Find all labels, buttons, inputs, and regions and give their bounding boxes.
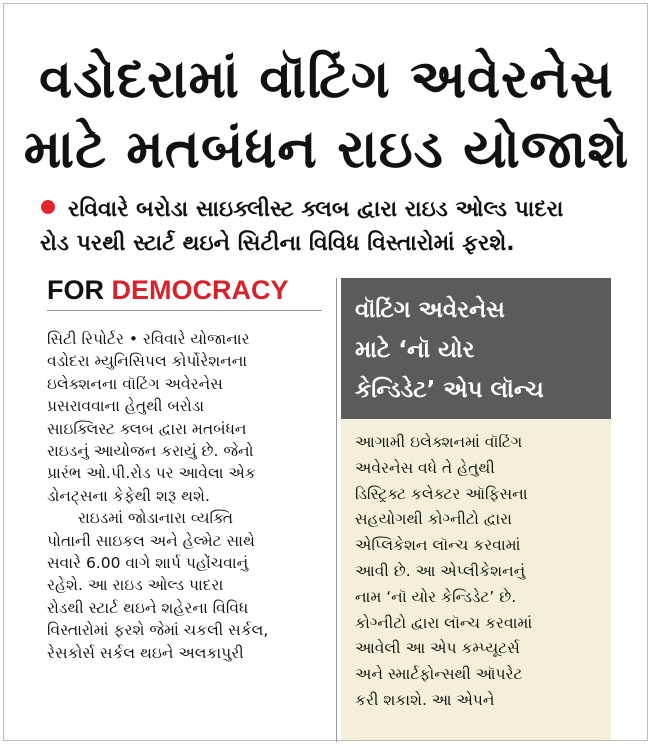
body-line: પ્રારંભ ઓ.પી.રોડ પર આવેલા એક (47, 464, 256, 483)
sidebar-box-title (341, 278, 611, 419)
sidebar-body-line: આવી છે. આ એપ્લીકેશનનું (355, 561, 526, 580)
body-line: રાઇડનું આયોજન કરાયું છે. જેનો (47, 442, 254, 461)
body-line: સાઇક્લિસ્ટ ક્લબ દ્વારા મતબંધન (47, 419, 247, 438)
body-line: ડોનટ્સના કેફેથી શરૂ થશે. (47, 486, 210, 505)
body-line: રેસકોર્સ સર્કલ થઇને અલકાપુરી (47, 643, 244, 662)
sidebar-body-line: કોગ્નીટો દ્વારા લૉન્ચ કરવામાં (355, 613, 533, 632)
sidebar-body-line: ડિસ્ટ્રિક્ટ કલેક્ટર ઑફિસના (355, 484, 528, 503)
sidebar-title-line: વૉટિંગ અવેરનેસ (355, 297, 505, 323)
column-divider (336, 278, 337, 742)
body-line: વડોદરા મ્યુનિસિપલ કોર્પોરેશનના (47, 352, 248, 371)
body-line: ઇલેક્શનના વૉટિંગ અવેરનેસ (47, 374, 223, 393)
subhead-line-1: રવિવારે બરોડા સાઇક્લીસ્ટ ક્લબ દ્વારા રાઇડ ઓલ્ડ પાદરા (68, 197, 564, 222)
article-body (47, 328, 324, 664)
body-line: રહેશે. આ રાઇડ ઓલ્ડ પાદરા (47, 576, 224, 595)
sidebar-body-line: નામ ‘નૉ યોર કેન્ડિડેટ’ છે. (355, 587, 517, 606)
sidebar-body-line: અવેરનેસ વધે તે હેતુથી (355, 458, 495, 477)
subhead-line-2: રોડ પરથી સ્ટાર્ટ થઇને સિટીના વિવિધ વિસ્તારોમાં ફરશે. (40, 231, 515, 256)
section-tag-highlight: DEMOCRACY (111, 275, 289, 305)
body-line: પ્રસરાવવાના હેતુથી બરોડા (47, 397, 204, 416)
headline-line-2: માટે મતબંધન રાઇડ યોજાશે (23, 119, 630, 180)
sidebar-body-line: એપ્લિકેશન લૉન્ચ કરવામાં (355, 536, 521, 555)
section-tag-prefix: FOR (47, 275, 104, 305)
sidebar-body-line: સહયોગથી કોગ્નીટો દ્વારા (355, 510, 512, 529)
tag-divider (47, 310, 322, 311)
body-line: રોડથી સ્ટાર્ટ થઇને શહેરના વિવિધ (47, 598, 249, 617)
sidebar-body-line: આગામી ઇલેક્શનમાં વૉટિંગ (355, 433, 523, 451)
sidebar-box-body (341, 420, 611, 740)
body-line: પોતાની સાઇકલ અને હેલ્મેટ સાથે (47, 531, 255, 550)
sidebar-title-line: માટે ‘નૉ યોર (355, 337, 475, 363)
section-tag (47, 275, 289, 305)
sidebar-body-line: કરી શકાશે. આ એપને (355, 690, 495, 709)
body-line: સિટી રિપોર્ટર • રવિવારે યોજાનાર (47, 330, 250, 348)
headline-line-1: વડોદરામાં વૉટિંગ અવેરનેસ (39, 49, 614, 110)
body-line: વિસ્તારોમાં ફરશે જેમાં ચકલી સર્કલ, (47, 621, 269, 640)
sidebar-title-line: કેન્ડિડેટ’ એપ લૉન્ચ (355, 377, 544, 403)
body-line: રાઇડમાં જોડાનારા વ્યક્તિ (78, 509, 234, 528)
sidebar-body-line: અને સ્માર્ટફોન્સથી ઑપરેટ (355, 665, 523, 684)
body-line: સવારે 6.00 વાગે શાર્પ પહોંચવાનું (47, 554, 249, 573)
bullet-dot-icon (41, 200, 55, 214)
sidebar-body-line: આવેલી આ એપ કમ્પ્યૂટર્સ (355, 639, 520, 658)
